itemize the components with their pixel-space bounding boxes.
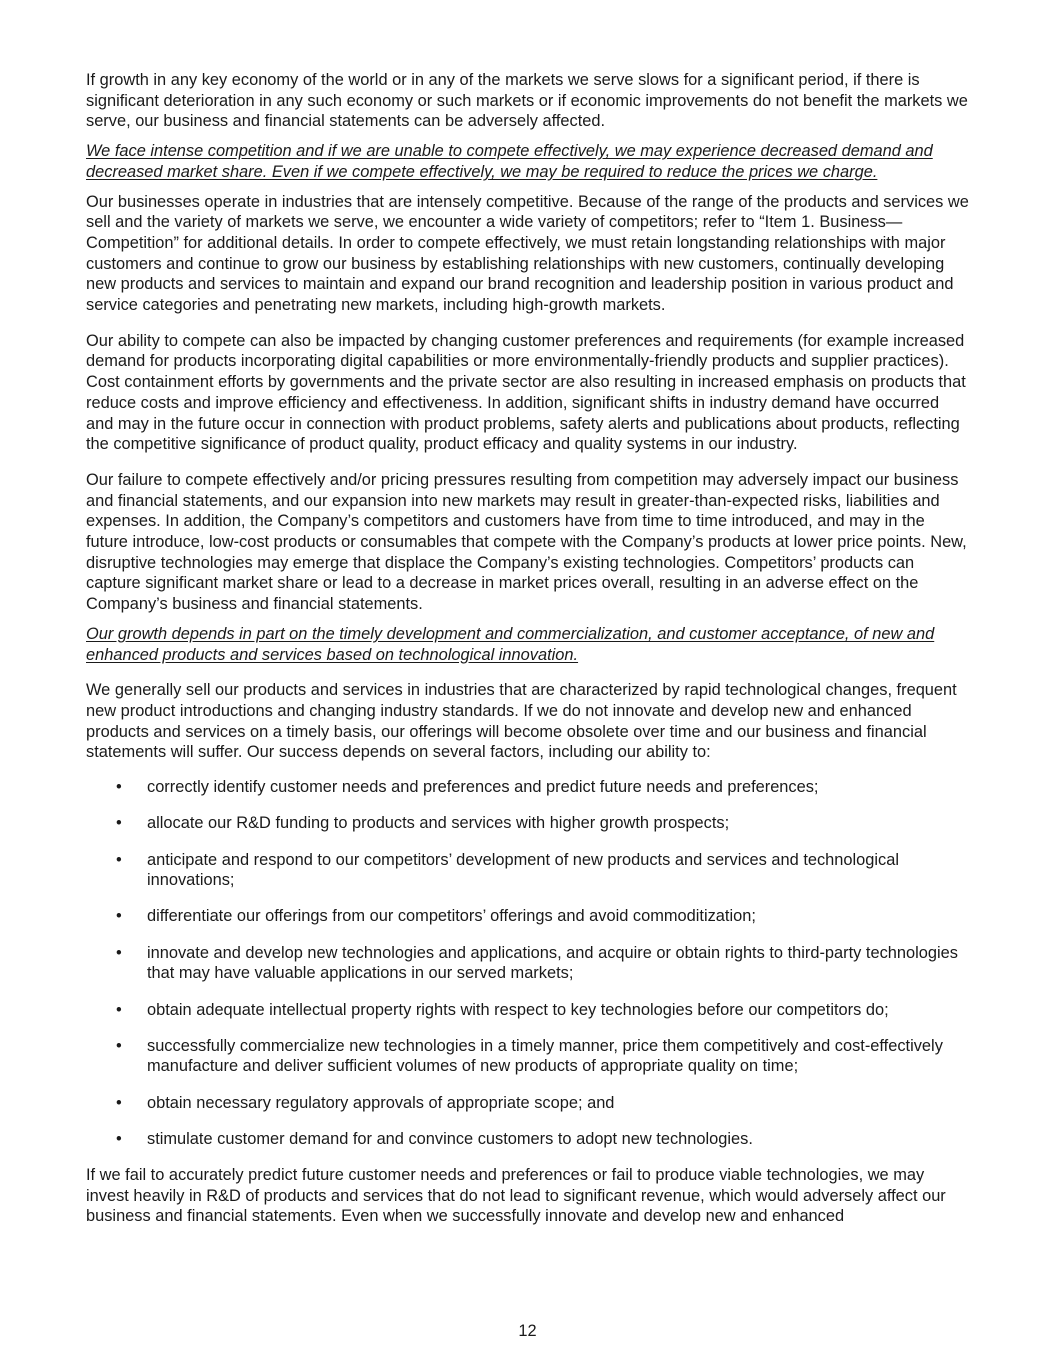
list-item: [86, 1093, 970, 1114]
bullet-icon: •: [116, 778, 122, 797]
list-item: [86, 1129, 970, 1150]
paragraph-pricing-pressures: Our failure to compete effectively and/or pricing pressures resulting from competition may adversely impact our business and financial statements, and our expansion into new markets may result in greater-than-expected risks, liabilities and expenses. In addition, the Company’s competitors and customers have from time to time introduced, and may in the future introduce, low-cost products or consumables that compete with the Company’s products at lower price points. New, disruptive technologies may emerge that displace the Company’s existing technologies. Competitors’ products can capture significant market share or lead to a decrease in market prices overall, resulting in an adverse effect on the Company’s business and financial statements.: [86, 470, 967, 614]
list-item: [86, 850, 970, 891]
paragraph-customer-preferences: Our ability to compete can also be impacted by changing customer preferences and requirements (for example increased demand for products incorporating digital capabilities or more environmentally-friendly products and supplier practices). Cost containment efforts by governments and the private sector are also resulting in increased emphasis on products that reduce costs and improve efficiency and effectiveness. In addition, significant shifts in industry demand have occurred and may in the future occur in connection with product problems, safety alerts and publications about products, reflecting the competitive significance of product quality, product efficacy and quality systems in our industry.: [86, 331, 966, 454]
list-item-text: anticipate and respond to our competitors’ development of new products and services and technological innovations;: [147, 850, 899, 890]
success-factors-list: [86, 777, 970, 1149]
paragraph-rd-investment: If we fail to accurately predict future customer needs and preferences or fail to produce viable technologies, we may invest heavily in R&D of products and services that do not lead to significant revenue, which would adversely affect our business and financial statements. Even when we successfully innovate and develop new and enhanced: [86, 1166, 946, 1226]
list-item-text: stimulate customer demand for and convince customers to adopt new technologies.: [147, 1129, 753, 1148]
list-item: [86, 777, 970, 798]
paragraph-competition: Our businesses operate in industries that are intensely competitive. Because of the range of the products and services we sell and the variety of markets we serve, we encounter a wide variety of competitors; refer to “Item 1. Business—Competition” for additional details. In order to compete effectively, we must retain longstanding relationships with major customers and continue to grow our business by establishing relationships with new customers, continually developing new products and services to maintain and expand our brand recognition and leadership position in various product and service categories and penetrating new markets, including high-growth markets.: [86, 192, 969, 315]
list-item: [86, 943, 970, 984]
list-item: [86, 1000, 970, 1021]
document-page: [86, 70, 970, 1227]
list-item-text: successfully commercialize new technologies in a timely manner, price them competitively and cost-effectively manufacture and deliver sufficient volumes of new products of appropriate quality on time;: [147, 1036, 943, 1076]
bullet-icon: •: [116, 1036, 122, 1055]
bullet-icon: •: [116, 850, 122, 869]
list-item-text: obtain necessary regulatory approvals of appropriate scope; and: [147, 1093, 615, 1112]
bullet-icon: •: [116, 907, 122, 926]
list-item-text: differentiate our offerings from our competitors’ offerings and avoid commoditization;: [147, 907, 756, 926]
list-item-text: correctly identify customer needs and preferences and predict future needs and preferences;: [147, 778, 819, 797]
bullet-icon: •: [116, 1093, 122, 1112]
list-item: [86, 1036, 970, 1077]
paragraph-technological-change: We generally sell our products and services in industries that are characterized by rapid technological changes, frequent new product introductions and changing industry standards. If we do not innovate and develop new and enhanced products and services on a timely basis, our offerings will become obsolete over time and our business and financial statements will suffer. Our success depends on several factors, including our ability to:: [86, 681, 957, 762]
bullet-icon: •: [116, 814, 122, 833]
risk-heading-innovation: Our growth depends in part on the timely development and commercialization, and customer acceptance, of new and enhanced products and services based on technological innovation.: [86, 624, 935, 664]
list-item-text: obtain adequate intellectual property rights with respect to key technologies before our competitors do;: [147, 1000, 889, 1019]
risk-heading-competition: We face intense competition and if we are unable to compete effectively, we may experience decreased demand and decreased market share. Even if we compete effectively, we may be required to reduce the prices we charge.: [86, 142, 933, 181]
bullet-icon: •: [116, 943, 122, 962]
list-item: [86, 906, 970, 927]
bullet-icon: •: [116, 1129, 122, 1148]
list-item-text: allocate our R&D funding to products and services with higher growth prospects;: [147, 814, 730, 833]
list-item-text: innovate and develop new technologies and applications, and acquire or obtain rights to third-party technologies that may have valuable applications in our served markets;: [147, 943, 958, 983]
paragraph-economy: If growth in any key economy of the world or in any of the markets we serve slows for a significant period, if there is significant deterioration in any such economy or such markets or if economic improvements do not benefit the markets we serve, our business and financial statements can be adversely affected.: [86, 71, 968, 131]
page-number: 12: [518, 1322, 537, 1340]
list-item: [86, 813, 970, 834]
bullet-icon: •: [116, 1000, 122, 1019]
